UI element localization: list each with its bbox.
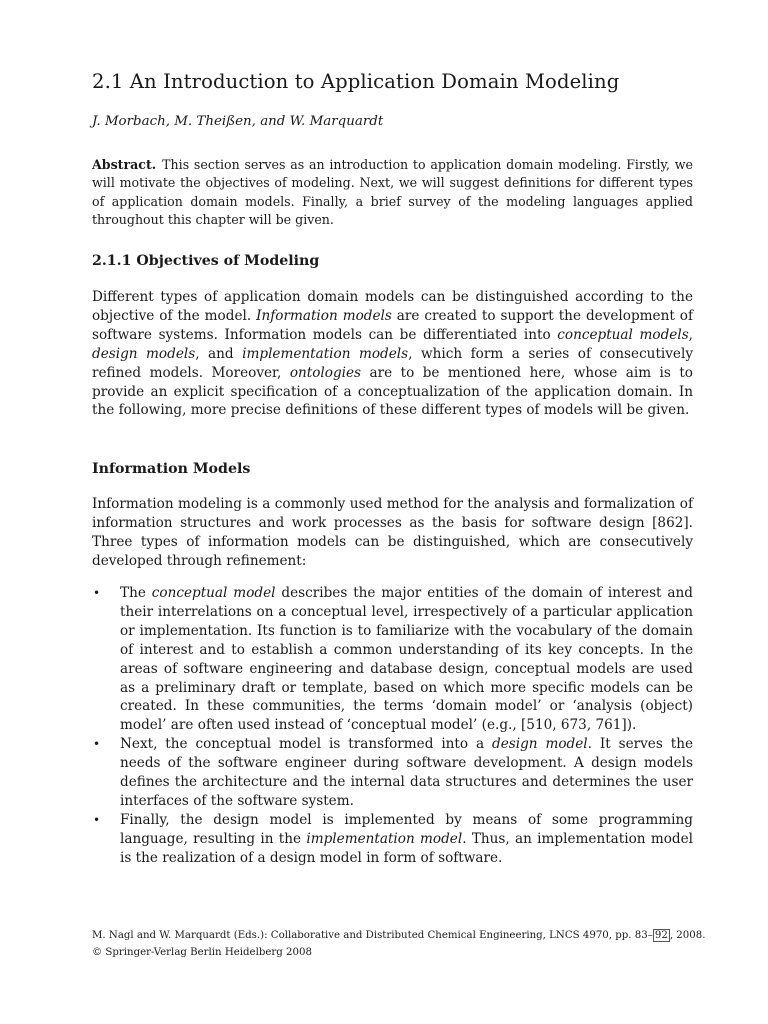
footer <box>92 928 706 961</box>
bullet-icon: • <box>93 812 101 827</box>
abstract-label: Abstract. <box>92 157 157 172</box>
bullet-icon: • <box>93 737 101 752</box>
term-design-models: design models <box>92 345 196 362</box>
abstract-text: This section serves as an introduction to application domain modeling. Firstly, we will motivate the objectives of modeling. Next, we will suggest definitions for different types of application domain models. Finally, a brief survey of the modeling languages applied throughout this chapter will be given. <box>92 157 693 228</box>
list-item: • Next, the conceptual model is transformed into a design model. It serves the needs of the software engineer during software development. A design models defines the architecture and the internal data structures and determines the user interfaces of the software system. <box>93 736 693 809</box>
paragraph-objectives: Different types of application domain models can be distinguished according to the objective of the model. Information models are created to support the development of software systems. Information models can be differentiated into conceptual models, design models, and implementation models, which form a series of consecutively refined models. Moreover, ontologies are to be mentioned here, whose aim is to provide an explicit specification of a conceptualization of the application domain. In the following, more precise definitions of these different types of models will be given. <box>92 289 693 419</box>
term-information-models: Information models <box>256 307 392 324</box>
copyright-icon: © <box>92 946 103 958</box>
section-heading: 2.1.1 Objectives of Modeling <box>92 253 320 269</box>
authors: J. Morbach, M. Theißen, and W. Marquardt <box>92 114 384 129</box>
bullet-list <box>92 584 693 868</box>
subsection-heading: Information Models <box>92 461 251 477</box>
abstract <box>92 156 693 230</box>
list-item: • Finally, the design model is implemented by means of some programming language, resulting in the implementation model. Thus, an implementation model is the realization of a design model in form of software. <box>93 811 694 866</box>
page-link[interactable]: 92 <box>654 930 668 941</box>
bullet-icon: • <box>93 586 101 600</box>
term-ontologies: ontologies <box>289 364 362 381</box>
footer-copyright: © Springer-Verlag Berlin Heidelberg 2008 <box>92 946 312 958</box>
term-conceptual-models: conceptual models <box>557 326 689 343</box>
section-title: 2.1 An Introduction to Application Domain Modeling <box>92 70 620 93</box>
footer-citation: M. Nagl and W. Marquardt (Eds.): Collaborative and Distributed Chemical Engineering, LNCS 4970, pp. 83– 92 , 2008. <box>92 930 706 941</box>
paragraph-information-modeling: Information modeling is a commonly used method for the analysis and formalization of information structures and work processes as the basis for software design [862]. Three types of information models can be distinguished, which are consecutively developed through refinement: <box>92 496 693 569</box>
list-item: • The conceptual model describes the major entities of the domain of interest and their interrelations on a conceptual level, irrespectively of a particular application or implementation. Its function is to familiarize with the vocabulary of the domain of interest and to establish a common understanding of its key concepts. In the areas of software engineering and database design, conceptual models are used as a preliminary draft or template, based on which more specific models can be created. In these communities, the terms ‘domain model’ or ‘analysis (object) model’ are often used instead of ‘conceptual model’ (e.g., [510, 673, 761]). <box>93 585 693 734</box>
term-implementation-models: implementation models <box>242 345 409 362</box>
